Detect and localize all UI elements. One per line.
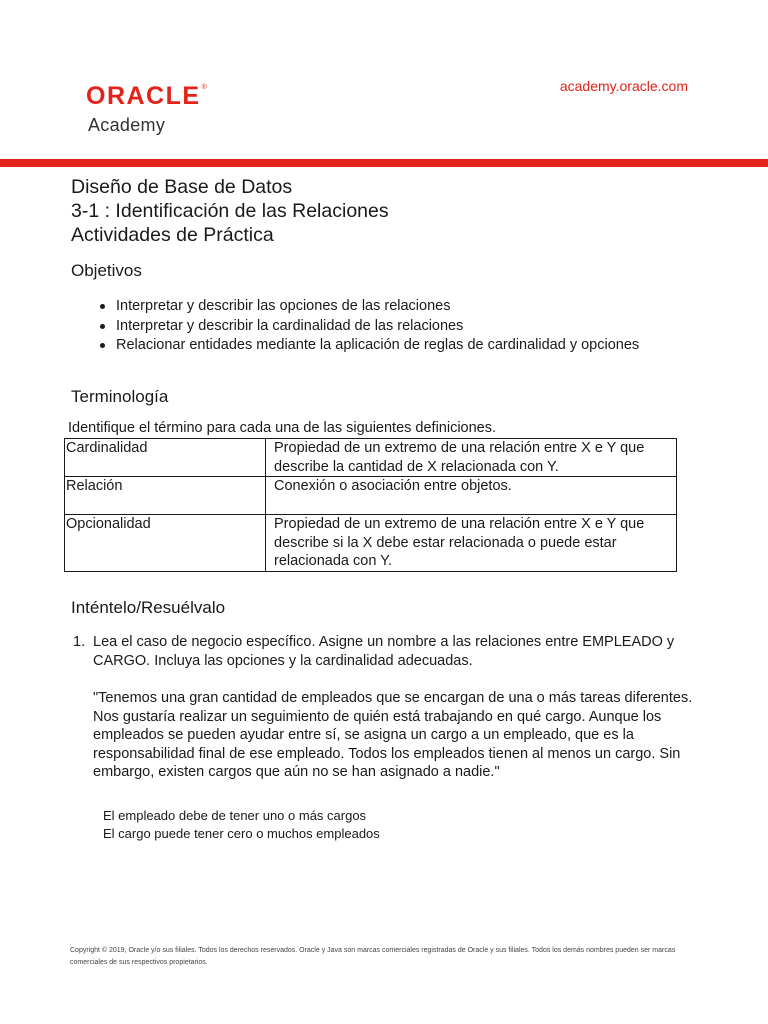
objective-item: Relacionar entidades mediante la aplicación de reglas de cardinalidad y opciones — [98, 336, 639, 356]
header-divider — [0, 159, 768, 167]
activity-title: Actividades de Práctica — [71, 224, 274, 246]
term-cell: Cardinalidad — [65, 439, 266, 477]
objective-item: Interpretar y describir las opciones de las relaciones — [98, 297, 639, 317]
table-row — [65, 477, 677, 515]
definition-cell: Propiedad de un extremo de una relación entre X e Y que describe si la X debe estar relacionada o puede estar relacionada con Y. — [266, 515, 677, 572]
answer-line: El cargo puede tener cero o muchos empleados — [103, 826, 380, 841]
definition-cell: Conexión o asociación entre objetos. — [266, 477, 677, 515]
table-row — [65, 439, 677, 477]
logo-brand: ORACLE® — [86, 82, 207, 110]
answer-line: El empleado debe de tener uno o más cargos — [103, 808, 367, 823]
logo-trademark: ® — [201, 84, 207, 91]
definition-cell: Propiedad de un extremo de una relación entre X e Y que describe la cantidad de X relacionada con Y. — [266, 439, 677, 477]
terminology-table — [64, 438, 677, 572]
practice-heading: Inténtelo/Resuélvalo — [71, 598, 226, 617]
exercise-number: 1. — [73, 634, 86, 650]
course-title: Diseño de Base de Datos — [71, 176, 293, 198]
exercise-instruction: Lea el caso de negocio específico. Asigne un nombre a las relaciones entre EMPLEADO y CARGO. Incluya las opciones y la cardinalidad adecuadas. — [93, 634, 675, 669]
site-url-link[interactable]: academy.oracle.com — [559, 78, 688, 94]
copyright-footer: Copyright © 2019, Oracle y/o sus filiales. Todos los derechos reservados. Oracle y Java son marcas comerciales registradas de Oracle y sus filiales. Todos los demás nombres pueden ser marcas comerciales de sus respectivos propietarios. — [70, 947, 676, 966]
terminology-heading: Terminología — [71, 387, 169, 406]
answer-block — [103, 807, 380, 843]
table-row — [65, 515, 677, 572]
objectives-heading: Objetivos — [71, 261, 142, 280]
objective-item: Interpretar y describir la cardinalidad de las relaciones — [98, 317, 639, 337]
business-case-quote: "Tenemos una gran cantidad de empleados que se encargan de una o más tareas diferentes. Nos gustaría realizar un seguimiento de quién está trabajando en qué cargo. Aunque los empleados se pueden ayudar entre sí, se asigna un cargo a un empleado, que es la responsabilidad final de ese empleado. Todos los empleados tienen al menos un cargo. Sin embargo, existen cargos que aún no se han asignado a nadie." — [93, 690, 693, 780]
oracle-academy-logo — [86, 84, 207, 136]
logo-subtitle: Academy — [88, 115, 166, 135]
terminology-intro: Identifique el término para cada una de las siguientes definiciones. — [68, 420, 497, 436]
exercise-item — [73, 633, 693, 782]
lesson-title: 3-1 : Identificación de las Relaciones — [71, 200, 389, 222]
objectives-list — [98, 297, 639, 356]
term-cell: Opcionalidad — [65, 515, 266, 572]
term-cell: Relación — [65, 477, 266, 515]
document-title-block — [71, 175, 389, 247]
